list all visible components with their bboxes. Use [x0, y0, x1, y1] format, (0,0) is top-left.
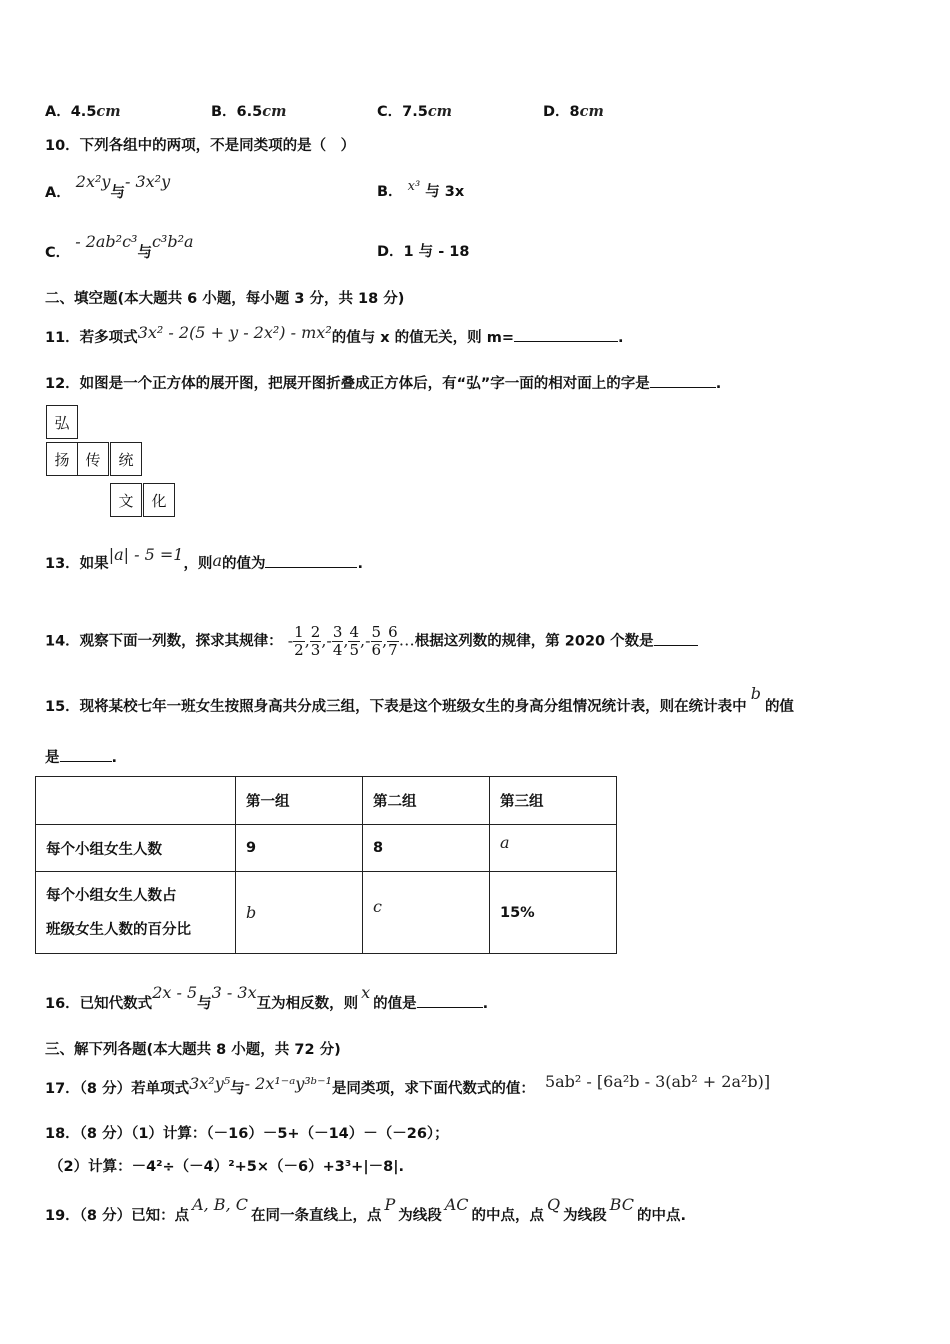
table-cell: c — [363, 872, 490, 954]
sequence-fraction — [310, 624, 322, 659]
q12-answer-blank[interactable] — [650, 373, 716, 388]
table-cell: 每个小组女生人数占 班级女生人数的百分比 — [36, 872, 236, 954]
sequence-separator: , — [343, 630, 349, 650]
fraction-numerator: 4 — [349, 623, 360, 641]
q14-answer-blank[interactable] — [654, 631, 698, 646]
sequence-separator: ,- — [360, 630, 371, 650]
fraction-numerator: 5 — [371, 623, 382, 641]
fraction-denominator: 4 — [332, 641, 343, 659]
fraction-denominator: 5 — [349, 641, 360, 659]
q9-option-b: B．6.5cm — [211, 103, 287, 120]
q10-option-b: B． x³ 与 3x — [377, 179, 465, 200]
section-3-heading: 三、解下列各题(本大题共 8 小题，共 72 分) — [45, 1042, 341, 1058]
section-2-heading: 二、填空题(本大题共 6 小题，每小题 3 分，共 18 分) — [45, 291, 405, 307]
cube-net — [46, 405, 181, 523]
table-cell — [36, 777, 236, 825]
fraction-denominator: 2 — [294, 641, 304, 659]
fraction-denominator: 3 — [310, 641, 321, 659]
sequence-fraction — [293, 624, 305, 659]
q18-line1: 18．（8 分）（1）计算：（－16）－5+（－14）－（－26）； — [45, 1126, 449, 1142]
q12: 12．如图是一个正方体的展开图，把展开图折叠成正方体后，有“弘”字一面的相对面上的字是 . — [45, 373, 721, 394]
sequence-separator: , — [304, 630, 310, 650]
sequence-fraction — [332, 624, 344, 659]
q13: 13．如果|a| - 5 =1，则a的值为 . — [45, 545, 363, 572]
q14: 14．观察下面一列数，探求其规律： - $\frac{1}{2}$ , $\frac{2}{3}$ ,- $\frac{3}{4}$ , $\frac{4}{5}$ ,- $\frac{5}{6}$ , $\frac{6}{7}$ …根据这列数的规律，第 2020 个数是 — [45, 624, 698, 659]
table-cell: 8 — [363, 825, 490, 872]
table-cell: 第一组 — [236, 777, 363, 825]
table-cell: b — [236, 872, 363, 954]
table-row — [36, 777, 617, 825]
fraction-numerator: 3 — [332, 623, 343, 641]
cube-face: 文 — [110, 483, 142, 517]
q16: 16．已知代数式2x - 5与3 - 3x互为相反数，则x的值是 . — [45, 983, 489, 1012]
q10-stem: 10．下列各组中的两项，不是同类项的是（ ） — [45, 138, 356, 154]
table-row — [36, 872, 617, 954]
q15-line2: 是 . — [45, 747, 117, 768]
fraction-denominator: 7 — [388, 641, 398, 659]
q9-option-d: D．8cm — [543, 103, 604, 120]
q9-option-c: C．7.5cm — [377, 103, 452, 120]
sequence-fraction — [387, 624, 399, 659]
fraction-numerator: 6 — [388, 623, 398, 641]
q10-option-c: C． - 2ab²c³与c³b²a — [45, 232, 194, 261]
q15-line1: 15．现将某校七年一班女生按照身高共分成三组，下表是这个班级女生的身高分组情况统计表，则在统计表中b的值 — [45, 684, 794, 715]
q10-option-d: D．1 与 - 18 — [377, 244, 470, 260]
fraction-numerator: 2 — [310, 623, 321, 641]
q13-answer-blank[interactable] — [265, 553, 357, 568]
sequence-separator: , — [382, 630, 388, 650]
table-cell: 第二组 — [363, 777, 490, 825]
q9-option-a: A．4.5cm — [45, 103, 121, 120]
q16-answer-blank[interactable] — [417, 993, 483, 1008]
height-stats-table — [35, 776, 617, 954]
q11-answer-blank[interactable] — [514, 327, 618, 342]
table-cell: 每个小组女生人数 — [36, 825, 236, 872]
table-row — [36, 825, 617, 872]
cube-face: 扬 — [46, 442, 78, 476]
cube-face: 统 — [110, 442, 142, 476]
table-cell: 9 — [236, 825, 363, 872]
cube-face: 弘 — [46, 405, 78, 439]
q10-option-a: A． 2x²y与- 3x²y — [45, 172, 171, 201]
sequence-separator: ,- — [321, 630, 332, 650]
fraction-denominator: 6 — [371, 641, 382, 659]
table-cell: 第三组 — [490, 777, 617, 825]
q17: 17．（8 分）若单项式3x²y⁵与- 2x¹⁻ᵃy³ᵇ⁻¹是同类项，求下面代数式的值： 5ab² - [6a²b - 3(ab² + 2a²b)] — [45, 1072, 771, 1097]
q18-line2: （2）计算：－4²÷（－4）²+5×（－6）+3³+|－8|. — [49, 1159, 405, 1175]
table-cell: a — [490, 825, 617, 872]
sequence-fraction — [348, 624, 360, 659]
q14-sequence — [287, 623, 399, 659]
fraction-numerator: 1 — [294, 623, 304, 641]
cube-face: 化 — [143, 483, 175, 517]
q11: 11．若多项式3x² - 2(5 + y - 2x²) - mx²的值与 x 的值无关，则 m= . — [45, 323, 624, 346]
sequence-fraction — [371, 624, 383, 659]
q15-answer-blank[interactable] — [60, 747, 112, 762]
cube-face: 传 — [77, 442, 109, 476]
table-cell: 15% — [490, 872, 617, 954]
sequence-separator: - — [287, 630, 294, 650]
q19: 19．（8 分）已知：点A, B, C在同一条直线上，点P为线段AC的中点，点Q为线段BC的中点. — [45, 1195, 686, 1224]
